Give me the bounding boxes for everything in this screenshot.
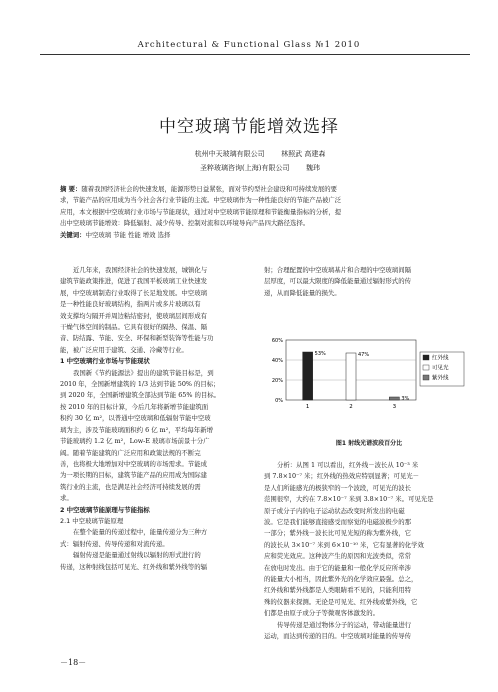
abstract-line: 应用，本文根据中空玻璃行业市场与节能现状，通过对中空玻璃节能原理和节能衡量指标的分析，提 xyxy=(60,207,342,216)
article-title: 中空玻璃节能增效选择 xyxy=(159,117,339,137)
x-tick-label: 1 xyxy=(305,404,310,410)
abstract xyxy=(60,184,458,241)
text-line: 干燥气体空间的制品。它具有很好的隔热、保温、隔 xyxy=(60,323,207,332)
text-line: 建筑节能政策推进，促进了我国平板玻璃工业快速发 xyxy=(60,277,207,286)
text-line: 殊的仪器来探测。无论是可见光、红外线或紫外线，它 xyxy=(264,597,418,606)
text-line: 应和荧光效应。这种波产生的原因和光波类似，常常 xyxy=(264,552,411,561)
text-line: 层厚度，可以最大限度的降低能量通过辐射形式的传 xyxy=(264,277,411,286)
section-heading: 2 中空玻璃节能原理与节能指标 xyxy=(60,505,150,514)
text-line: 射；合理配置的中空玻璃基片和合理的中空玻璃间隔 xyxy=(264,266,411,274)
keywords-label: 关键词： xyxy=(60,230,86,239)
paragraph xyxy=(60,527,260,550)
author-name: 林照武 高建森 xyxy=(281,150,326,158)
text-line: 运动，而达到传递的目的。中空玻璃对能量的传导传 xyxy=(264,632,411,641)
right-column-bottom xyxy=(264,460,474,643)
y-tick-label: 60% xyxy=(271,338,283,344)
text-line: 在放电时发出。由于它的能量和一般化学反应所牵涉 xyxy=(264,563,411,572)
text-line: 是一种性能良好玻璃结构，指两片或多片玻璃以有 xyxy=(60,300,201,309)
left-column xyxy=(60,265,260,573)
page-number: －18－ xyxy=(60,658,87,667)
data-label: 47% xyxy=(358,352,370,358)
text-line: 效支撑均匀隔开并周边粘结密封，使玻璃层间形成有 xyxy=(60,311,207,320)
y-tick-label: 40% xyxy=(271,358,283,364)
paragraph xyxy=(60,368,260,505)
text-line: 我国新《节约能源法》提出的建筑节能目标是，到 xyxy=(73,368,214,377)
text-line: 近几年来，我国经济社会的快速发展，城镇化与 xyxy=(73,266,208,274)
abstract-label: 摘 要： xyxy=(60,185,82,193)
right-column-top xyxy=(264,265,474,299)
legend-label: 红外线 xyxy=(432,355,449,362)
x-tick-label: 3 xyxy=(392,404,397,410)
text-line: 2010 年，全国新增建筑的 1/3 达到节能 50% 的目标； xyxy=(60,380,220,389)
text-line: 阔。随着节能建筑的广泛应用和政策法规的不断完 xyxy=(60,448,201,457)
running-header: Architectural & Functional Glass №1 2010 xyxy=(137,40,361,50)
bar xyxy=(389,397,399,400)
legend-swatch xyxy=(423,365,429,370)
text-line: 范围很窄，大约在 7.8×10⁻⁷ 米到 3.8×10⁻⁷ 米。可见光是 xyxy=(264,495,434,504)
text-line: 式：辐射传递、传导传递和对流传递。 xyxy=(60,539,169,548)
legend-label: 紫外线 xyxy=(432,375,449,382)
paragraph xyxy=(264,620,474,643)
subsection-heading: 2.1 中空玻璃节能原理 xyxy=(60,516,124,525)
text-line: 在整个能量的传递过程中，能量传递分为三种方 xyxy=(73,528,208,537)
text-line: 递，从而降低能量的损失。 xyxy=(264,288,341,297)
paragraph xyxy=(264,460,474,620)
text-line: 筑行业的主流，也是满足社会经济可持续发展的需 xyxy=(60,482,201,491)
x-tick-label: 2 xyxy=(349,404,353,410)
text-line: 传递，这种射线包括可见光、红外线和紫外线等的辐 xyxy=(60,562,207,571)
author-line-1 xyxy=(60,149,460,159)
text-line: 红外线和紫外线都是人类眼睛看不见的，只能利用特 xyxy=(264,586,411,595)
text-line: 能，被广泛应用于建筑、交通、冷藏等行业。 xyxy=(60,345,188,354)
author-org: 杭州中天玻璃有限公司 xyxy=(194,150,265,158)
text-line: 展，中空玻璃制造行业取得了长足地发展。中空玻璃 xyxy=(60,288,207,297)
chart-svg xyxy=(264,334,474,429)
text-line: 的波长从 3×10⁻⁷ 米到 6×10⁻¹⁰ 米，它有显著的化学效 xyxy=(264,540,424,549)
text-line: 积约 30 亿 m²，以普通中空玻璃和低辐射节能中空玻 xyxy=(60,414,211,423)
y-tick-label: 0% xyxy=(275,398,283,404)
spectrum-chart xyxy=(264,334,474,429)
paragraph xyxy=(60,550,260,573)
text-line: 为一项长期的目标，建筑节能产品的应用成为国际建 xyxy=(60,471,207,480)
text-line: 一部分；紫外线－波长比可见光短的称为紫外线，它 xyxy=(264,529,411,538)
text-line: 是人们所能感光的极狭窄的一个波段，可见光的波长 xyxy=(264,483,411,492)
keywords-text: 中空玻璃 节能 性能 增效 选择 xyxy=(85,230,171,239)
legend-swatch xyxy=(423,375,429,380)
text-line: 的能量大小相当，因此紫外光的化学效应最强。总之， xyxy=(264,575,418,584)
text-line: 按 2010 年的目标计算，今后几年将新增节能建筑面 xyxy=(60,402,209,411)
text-line: 波。它是我们能够直接感受而察觉的电磁波极少的那 xyxy=(264,518,411,527)
author-name: 魏玮 xyxy=(305,164,320,172)
abstract-line: 求，节能产品的应用成为当今社会各行业节能的主流。中空玻璃作为一种性能良好的节能产品被广泛 xyxy=(60,196,342,205)
author-line-2 xyxy=(60,163,460,173)
data-label: 3% xyxy=(401,396,410,402)
text-line: 璃为主，涉及节能玻璃面积约 6 亿 m²，平均每年新增 xyxy=(60,425,213,434)
bar xyxy=(346,353,356,400)
legend-swatch xyxy=(423,355,429,360)
text-line: 原子或分子内的电子运动状态改变时所发出的电磁 xyxy=(264,506,405,515)
text-line: 求。 xyxy=(60,494,73,503)
author-org: 圣粹玻璃咨询(上海)有限公司 xyxy=(200,164,290,172)
text-line: 善，也将极大地增加对中空玻璃的市场需求。节能成 xyxy=(60,459,207,468)
text-line: 传导传递是通过物体分子的运动，带动能量进行 xyxy=(277,620,412,629)
abstract-line: 出中空玻璃节能增效：降低辐射、减少传导、控制对流和以环境导向产品四大路径选择。 xyxy=(60,219,310,228)
legend-label: 可见光 xyxy=(432,365,449,372)
text-line: 节能玻璃约 1.2 亿 m²，Low-E 玻璃市场前景十分广 xyxy=(60,437,210,446)
header-rule xyxy=(40,54,470,55)
section-heading: 1 中空玻璃行业市场与节能现状 xyxy=(60,357,150,366)
text-line: 辐射传递是能量通过射线以辐射的形式进行的 xyxy=(73,551,201,560)
text-line: 分析：从图 1 可以看出，红外线－波长从 10⁻³ 米 xyxy=(277,461,419,469)
paragraph xyxy=(60,265,260,356)
bar xyxy=(303,352,313,400)
abstract-line: 随着我国经济社会的快速发展，能源形势日益紧张，面对节约型社会建设和可持续发展的要 xyxy=(81,185,338,193)
y-tick-label: 20% xyxy=(271,378,283,384)
text-line: 到 2020 年，全国新增建筑全部达到节能 65% 的目标。 xyxy=(60,391,221,400)
figure-caption: 图1 射线光谱波段百分比 xyxy=(335,440,403,447)
text-line: 音、防结露、节能、安全、环保和新型装饰等性能与功 xyxy=(60,334,214,343)
text-line: 们都是由原子或分子等微观客体激发的。 xyxy=(264,609,380,618)
text-line: 到 7.8×10⁻⁷ 米；红外线的热效应特别显著；可见光－ xyxy=(264,472,420,481)
data-label: 53% xyxy=(314,351,326,357)
